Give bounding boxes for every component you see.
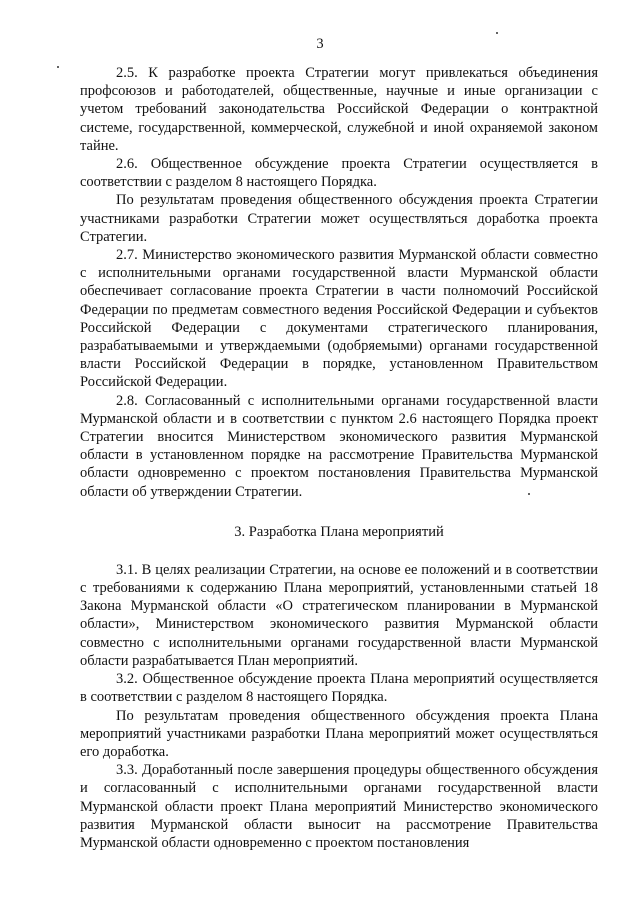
paragraph-2-8: 2.8. Согласованный с исполнительными органами государственной власти Мурманской области и в соответствии с пунктом 2.6 настоящего Порядка проект Стратегии вносится Министерством экономического развития Мурманской области в установленном порядке на рассмотрение Правительства Мурманской области одновременно с проектом постановления Правительства Мурманской области об утверждении Стратегии.	[80, 392, 598, 500]
paragraph-3-3: 3.3. Доработанный после завершения процедуры общественного обсуждения и согласованный с исполнительными органами государственной власти Мурманской области проект Плана мероприятий Министерство экономического развития Мурманской области выносит на рассмотрение Правительства Мурманской области одновременно с проектом постановления	[80, 762, 598, 851]
paragraph-2-6-continued: По результатам проведения общественного обсуждения проекта Стратегии участниками разработки Стратегии может осуществляться доработка проекта Стратегии.	[80, 192, 598, 245]
paragraph-2-6: 2.6. Общественное обсуждение проекта Стратегии осуществляется в соответствии с разделом 8 настоящего Порядка.	[80, 156, 598, 191]
scan-speck	[57, 66, 59, 68]
section-3-heading: 3. Разработка Плана мероприятий	[234, 523, 444, 540]
paragraph-3-2-continued: По результатам проведения общественного обсуждения проекта Плана мероприятий участниками разработки Плана мероприятий может осуществляться его доработка.	[80, 707, 598, 760]
paragraph-2-5: 2.5. К разработке проекта Стратегии могут привлекаться объединения профсоюзов и работодателей, общественные, научные и иные организации с учетом требований законодательства Российской Федерации о контрактной системе, государственной, коммерческой, служебной и иной охраняемой законом тайне.	[80, 65, 598, 154]
document-body	[80, 64, 598, 852]
paragraph-3-1: 3.1. В целях реализации Стратегии, на основе ее положений и в соответствии с требованиями к содержанию Плана мероприятий, установленными статьей 18 Закона Мурманской области «О стратегическом планировании в Мурманской области», Министерством экономического развития Мурманской области совместно с исполнительными органами государственной власти Мурманской области разрабатывается План мероприятий.	[80, 561, 598, 669]
page-number: 3	[316, 36, 324, 52]
paragraph-3-2: 3.2. Общественное обсуждение проекта Плана мероприятий осуществляется в соответствии с разделом 8 настоящего Порядка.	[80, 671, 598, 706]
scan-speck	[496, 32, 498, 34]
paragraph-2-7: 2.7. Министерство экономического развития Мурманской области совместно с исполнительными органами государственной власти Мурманской области обеспечивает согласование проекта Стратегии в части полномочий Российской Федерации по предметам совместного ведения Российской Федерации и субъектов Российской Федерации с документами стратегического планирования, разрабатываемыми и утверждаемыми (одобряемыми) органами государственной власти Российской Федерации в порядке, установленном Правительством Российской Федерации.	[80, 247, 598, 391]
